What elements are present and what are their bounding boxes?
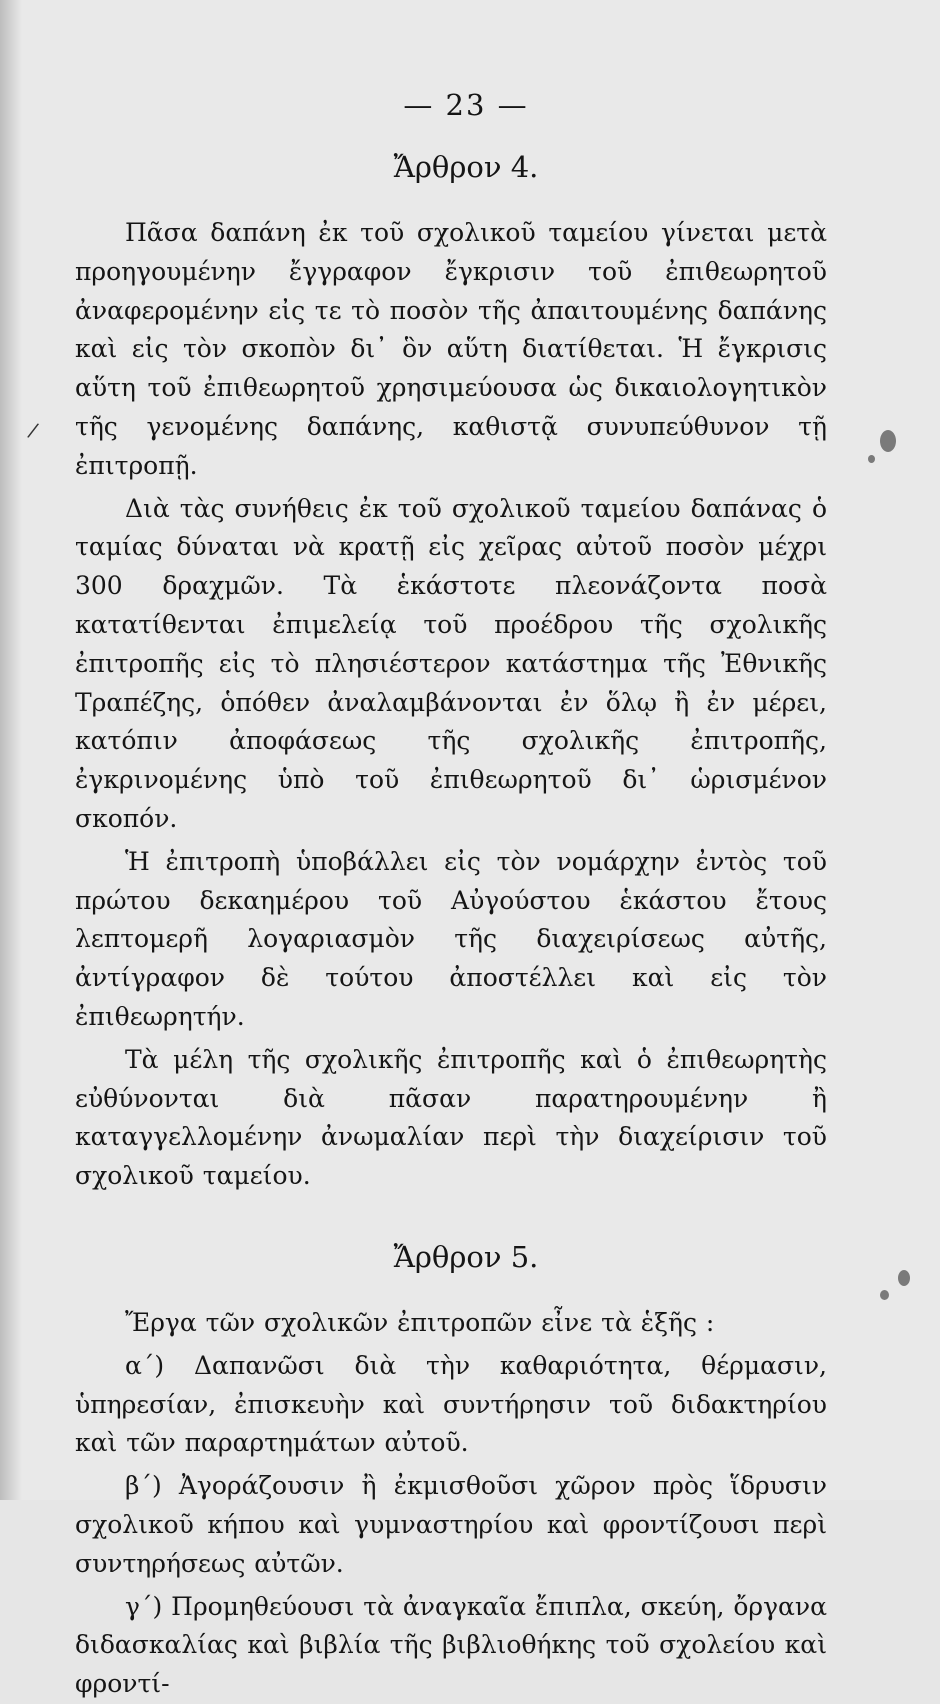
ink-spot (880, 430, 896, 452)
margin-pencil-mark: / (26, 417, 41, 443)
ink-spot (898, 1270, 910, 1286)
article-5-heading: Ἄρθρον 5. (393, 1239, 539, 1274)
page-number: — 23 — (403, 88, 529, 122)
article-5-list-item: α΄) Δαπανῶσι διὰ τὴν καθαριότητα, θέρμασιν, ὑπηρεσίαν, ἐπισκευὴν καὶ συντήρησιν τοῦ διδακτηρίου καὶ τῶν παραρτημάτων αὐτοῦ. (75, 1350, 827, 1458)
article-4-paragraph: Ἡ ἐπιτροπὴ ὑποβάλλει εἰς τὸν νομάρχην ἐντὸς τοῦ πρώτου δεκαημέρου τοῦ Αὐγούστου ἑκάστου ἔτους λεπτομερῆ λογαριασμὸν τῆς διαχειρίσεως αὐτῆς, ἀντίγραφον δὲ τούτου ἀποστέλλει καὶ εἰς τὸν ἐπιθεωρητήν. (75, 846, 827, 1031)
ink-spot (880, 1290, 889, 1300)
article-4-paragraph: Διὰ τὰς συνήθεις ἐκ τοῦ σχολικοῦ ταμείου δαπάνας ὁ ταμίας δύναται νὰ κρατῇ εἰς χεῖρας αὐτοῦ ποσὸν μέχρι 300 δραχμῶν. Τὰ ἑκάστοτε πλεονάζοντα ποσὰ κατατίθενται ἐπιμελείᾳ τοῦ προέδρου τῆς σχολικῆς ἐπιτροπῆς εἰς τὸ πλησιέστερον κατάστημα τῆς Ἐθνικῆς Τραπέζης, ὁπόθεν ἀναλαμβάνονται ἐν ὅλῳ ἢ ἐν μέρει, κατόπιν ἀποφάσεως τῆς σχολικῆς ἐπιτροπῆς, ἐγκρινομένης ὑπὸ τοῦ ἐπιθεωρητοῦ δι᾽ ὡρισμένον σκοπόν. (75, 493, 827, 833)
article-4-paragraph: Πᾶσα δαπάνη ἐκ τοῦ σχολικοῦ ταμείου γίνεται μετὰ προηγουμένην ἔγγραφον ἔγκρισιν τοῦ ἐπιθεωρητοῦ ἀναφερομένην εἰς τε τὸ ποσὸν τῆς ἀπαιτουμένης δαπάνης καὶ εἰς τὸν σκοπὸν δι᾽ ὃν αὕτη διατίθεται. Ἡ ἔγκρισις αὕτη τοῦ ἐπιθεωρητοῦ χρησιμεύουσα ὡς δικαιολογητικὸν τῆς γενομένης δαπάνης, καθιστᾷ συνυπεύθυνον τῇ ἐπιτροπῇ. (75, 218, 827, 480)
article-4-paragraph: Τὰ μέλη τῆς σχολικῆς ἐπιτροπῆς καὶ ὁ ἐπιθεωρητὴς εὐθύνονται διὰ πᾶσαν παρατηρουμένην ἢ καταγγελλομένην ἀνωμαλίαν περὶ τὴν διαχείρισιν τοῦ σχολικοῦ ταμείου. (75, 1044, 827, 1191)
article-5-list-item: β΄) Ἀγοράζουσιν ἢ ἐκμισθοῦσι χῶρον πρὸς ἵδρυσιν σχολικοῦ κήπου καὶ γυμναστηρίου καὶ φροντίζουσι περὶ συντηρήσεως αὐτῶν. (75, 1471, 827, 1578)
page-text (75, 80, 827, 1704)
article-5-intro: Ἔργα τῶν σχολικῶν ἐπιτροπῶν εἶνε τὰ ἑξῆς : (125, 1307, 715, 1337)
page-edge-shadow (0, 0, 22, 1500)
article-4-heading: Ἄρθρον 4. (393, 150, 539, 184)
ink-spot (868, 455, 875, 463)
article-5-list-item: γ΄) Προμηθεύουσι τὰ ἀναγκαῖα ἔπιπλα, σκεύη, ὄργανα διδασκαλίας καὶ βιβλία τῆς βιβλιοθήκης τοῦ σχολείου καὶ φροντί- (75, 1591, 827, 1699)
